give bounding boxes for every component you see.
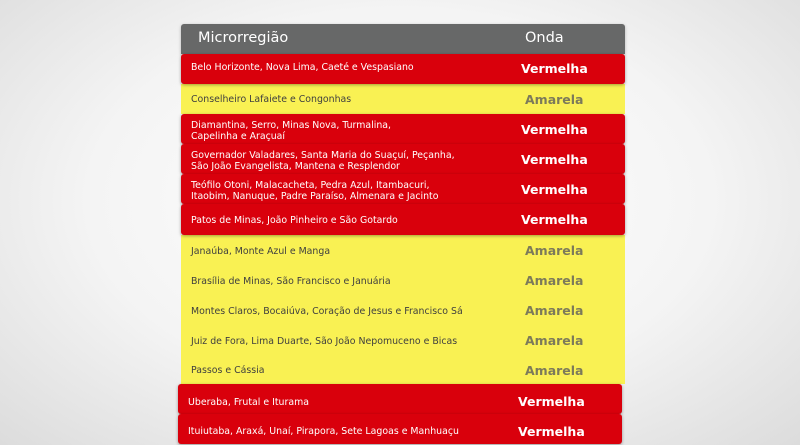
microrregiao-cell: Uberaba, Frutal e Iturama [188,397,309,408]
microrregiao-cell: Ituiutaba, Araxá, Unaí, Pirapora, Sete Lagoas e Manhuaçu [188,426,459,437]
microrregiao-cell: Montes Claros, Bocaiúva, Coração de Jesus e Francisco Sá [191,306,463,317]
onda-cell: Vermelha [521,212,588,227]
onda-cell: Vermelha [521,152,588,167]
table-row [181,144,625,174]
onda-cell: Vermelha [518,394,585,409]
table-row [181,84,625,114]
microrregiao-cell: Brasília de Minas, São Francisco e Januária [191,276,391,287]
microrregiao-cell: Juiz de Fora, Lima Duarte, São João Nepomuceno e Bicas [191,336,458,347]
table-row [181,265,625,295]
table-row [178,414,622,444]
table-row [181,355,625,384]
microrregiao-cell: Conselheiro Lafaiete e Congonhas [191,94,352,105]
header-onda: Onda [525,30,564,46]
microrregiao-cell: Governador Valadares, Santa Maria do Suaçuí, Peçanha, São João Evangelista, Mantena e Resplendor [191,150,455,172]
onda-cell: Vermelha [521,182,588,197]
onda-cell: Vermelha [521,61,588,76]
table-header [181,24,625,54]
microrregiao-cell: Patos de Minas, João Pinheiro e São Gotardo [191,215,398,226]
microrregiao-cell: Belo Horizonte, Nova Lima, Caeté e Vespasiano [191,62,414,73]
onda-cell: Amarela [525,92,584,107]
microrregiao-cell: Janaúba, Monte Azul e Manga [191,246,331,257]
onda-cell: Amarela [525,333,584,348]
onda-cell: Amarela [525,303,584,318]
table-row [181,174,625,204]
header-microrregiao: Microrregião [198,30,289,46]
onda-cell: Vermelha [518,424,585,439]
onda-cell: Amarela [525,243,584,258]
table-row [181,295,625,325]
microrregiao-cell: Diamantina, Serro, Minas Nova, Turmalina, Capelinha e Araçuaí [191,120,391,142]
onda-cell: Vermelha [521,122,588,137]
wave-table [181,24,625,439]
table-row [181,204,625,235]
microrregiao-cell: Teófilo Otoni, Malacacheta, Pedra Azul, Itambacuri, Itaobim, Nanuque, Padre Paraíso, Almenara e Jacinto [191,180,439,202]
onda-cell: Amarela [525,363,584,378]
table-row [181,235,625,265]
table-row [178,384,622,414]
microrregiao-cell: Passos e Cássia [191,365,265,376]
table-row [181,54,625,84]
onda-cell: Amarela [525,273,584,288]
table-row [181,325,625,355]
table-row [181,114,625,144]
